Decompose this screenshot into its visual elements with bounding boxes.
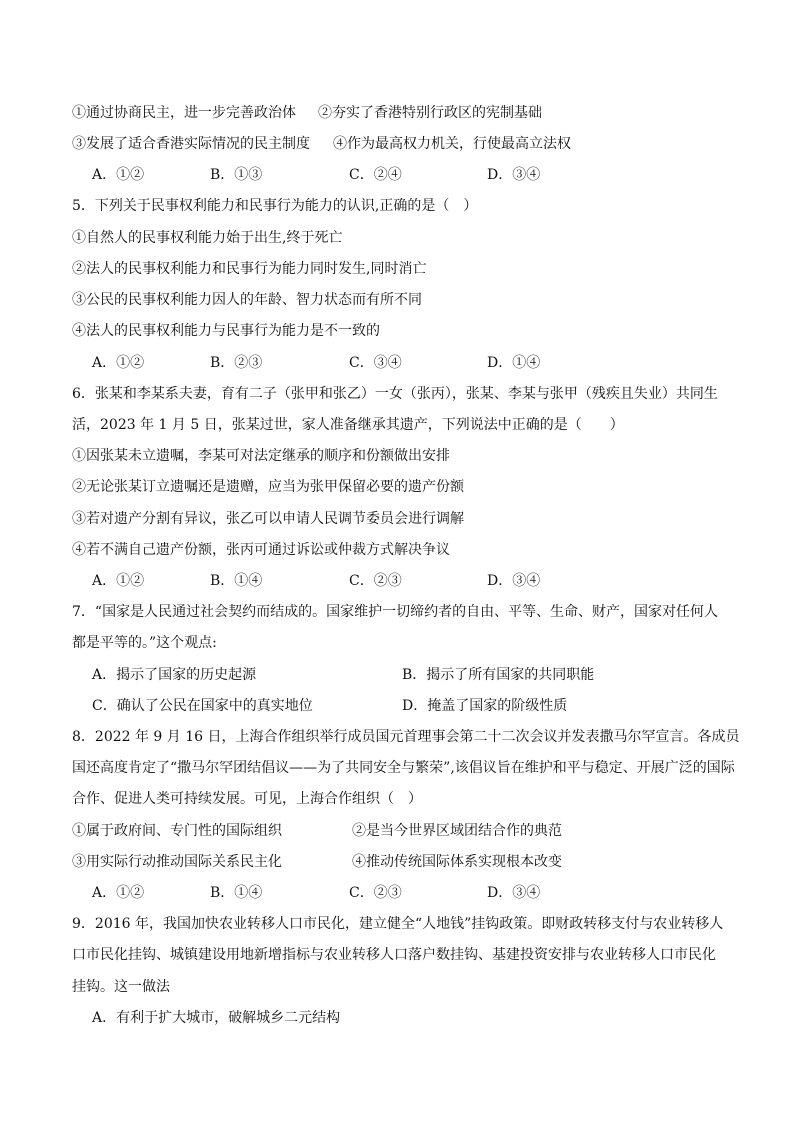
q8-item-4: ④推动传统国际体系实现根本改变: [352, 854, 562, 870]
q6-option-b: B．①④: [210, 573, 263, 589]
q8-stem-line-3: 合作、促进人类可持续发展。可见，上海合作组织（ ）: [72, 791, 422, 807]
q7-option-b: B．揭示了所有国家的共同职能: [402, 667, 595, 683]
q7-option-a: A．揭示了国家的历史起源: [92, 667, 257, 683]
q6-item-1: ①因张某未立遗嘱，李某可对法定继承的顺序和份额做出安排: [72, 448, 450, 464]
q6-option-d: D．③④: [487, 573, 541, 589]
q4-item-2: ②夯实了香港特别行政区的宪制基础: [318, 105, 542, 121]
q5-option-b: B．②③: [210, 355, 263, 371]
q6-stem-line-2: 活，2023 年 1 月 5 日，张某过世，家人准备继承其遗产，下列说法中正确的是（ ）: [72, 417, 624, 433]
q7-stem-line-1: 7．“国家是人民通过社会契约而结成的。国家维护一切缔约者的自由、平等、生命、财产，国家对任何人: [72, 604, 719, 620]
q6-item-4: ④若不满自己遗产份额，张丙可通过诉讼或仲裁方式解决争议: [72, 542, 450, 558]
q4-option-d: D．③④: [487, 167, 541, 183]
q8-option-d: D．③④: [487, 885, 541, 901]
q4-item-1: ①通过协商民主，进一步完善政治体: [72, 105, 296, 121]
q4-option-c: C．②④: [349, 167, 402, 183]
q7-option-d: D．掩盖了国家的阶级性质: [402, 698, 568, 714]
q4-option-b: B．①③: [210, 167, 263, 183]
q8-option-a: A．①②: [92, 885, 145, 901]
q6-option-a: A．①②: [92, 573, 145, 589]
q9-stem-line-2: 口市民化挂钩、城镇建设用地新增指标与农业转移人口落户数挂钩、基建投资安排与农业转移人口市民化: [72, 947, 716, 963]
q6-option-c: C．②③: [349, 573, 402, 589]
q5-item-1: ①自然人的民事权利能力始于出生,终于死亡: [72, 230, 343, 246]
q5-option-c: C．③④: [349, 355, 402, 371]
q6-stem-line-1: 6．张某和李某系夫妻，育有二子（张甲和张乙）一女（张丙），张某、李某与张甲（残疾且失业）共同生: [72, 386, 718, 402]
q8-stem-line-1: 8．2022 年 9 月 16 日，上海合作组织举行成员国元首理事会第二十二次会议并发表撒马尔罕宣言。各成员: [72, 729, 740, 745]
q5-option-d: D．①④: [487, 355, 541, 371]
q8-option-c: C．②③: [349, 885, 402, 901]
q7-stem-line-2: 都是平等的。”这个观点:: [72, 635, 217, 651]
q5-item-3: ③公民的民事权利能力因人的年龄、智力状态而有所不同: [72, 292, 422, 308]
q5-stem: 5．下列关于民事权利能力和民事行为能力的认识,正确的是（ ）: [72, 198, 478, 214]
q5-item-2: ②法人的民事权利能力和民事行为能力同时发生,同时消亡: [72, 261, 427, 277]
q4-item-3: ③发展了适合香港实际情况的民主制度: [72, 136, 310, 152]
q8-item-2: ②是当今世界区域团结合作的典范: [352, 823, 562, 839]
q8-option-b: B．①④: [210, 885, 263, 901]
q7-option-c: C．确认了公民在国家中的真实地位: [92, 698, 313, 714]
q4-item-4: ④作为最高权力机关，行使最高立法权: [333, 136, 571, 152]
q9-stem-line-3: 挂钩。这一做法: [72, 979, 170, 995]
q5-item-4: ④法人的民事权利能力与民事行为能力是不一致的: [72, 323, 380, 339]
q8-stem-line-2: 国还高度肯定了“撒马尔罕团结倡议——为了共同安全与繁荣”,该倡议旨在维护和平与稳定、开展广泛的国际: [72, 760, 735, 776]
q8-item-1: ①属于政府间、专门性的国际组织: [72, 823, 282, 839]
q4-option-a: A．①②: [92, 167, 145, 183]
q6-item-2: ②无论张某订立遗嘱还是遗赠，应当为张甲保留必要的遗产份额: [72, 479, 464, 495]
q5-option-a: A．①②: [92, 355, 145, 371]
q8-item-3: ③用实际行动推动国际关系民主化: [72, 854, 282, 870]
q9-option-a: A．有利于扩大城市，破解城乡二元结构: [92, 1010, 341, 1026]
q9-stem-line-1: 9．2016 年，我国加快农业转移人口市民化，建立健全“人地钱”挂钩政策。即财政转移支付与农业转移人: [72, 916, 724, 932]
q6-item-3: ③若对遗产分割有异议，张乙可以申请人民调节委员会进行调解: [72, 511, 464, 527]
